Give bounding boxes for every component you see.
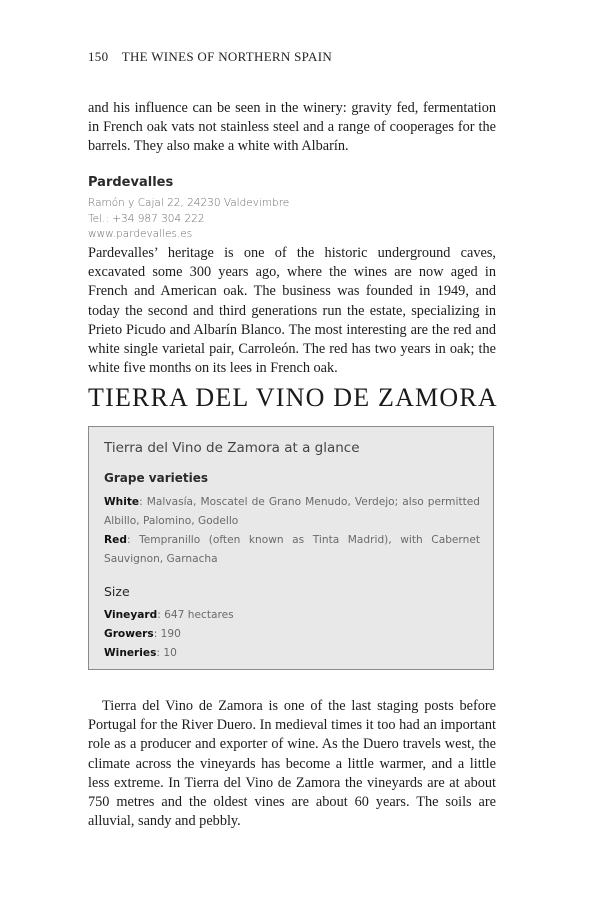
wineries-label: Wineries	[104, 647, 157, 659]
page-number: 150	[88, 49, 109, 64]
vineyard-value: : 647 hectares	[157, 609, 234, 621]
at-a-glance-box	[88, 426, 494, 670]
paragraph-tierra-intro: Tierra del Vino de Zamora is one of the last staging posts before Portugal for the River Duero. In medieval times it too had an important role as a producer and exporter of wine. As the Duero travels west, the climate across the vineyards has become a little warmer, and a little less extreme. In Tierra del Vino de Zamora the vineyards are at about 750 metres and the oldest vines are about 60 years. The soils are alluvial, sandy and pebbly.	[88, 698, 496, 830]
white-label: White	[104, 496, 140, 508]
section-title: TIERRA DEL VINO DE ZAMORA	[88, 383, 498, 412]
book-title: THE WINES OF NORTHERN SPAIN	[121, 49, 333, 64]
growers-label: Growers	[104, 628, 154, 640]
winery-contact	[88, 196, 289, 243]
paragraph-continuation: and his influence can be seen in the winery: gravity fed, fermentation in French oak vats not stainless steel and a range of cooperages for the barrels. They also make a white with Albarín.	[88, 100, 496, 155]
white-grapes-row	[104, 493, 480, 531]
vineyard-label: Vineyard	[104, 609, 158, 621]
red-grapes-row	[104, 531, 480, 569]
winery-website: www.pardevalles.es	[88, 228, 193, 240]
winery-phone: Tel.: +34 987 304 222	[88, 212, 205, 225]
growers-row	[104, 625, 480, 644]
wineries-row	[104, 644, 480, 663]
size-heading: Size	[104, 584, 130, 599]
red-label: Red	[104, 534, 127, 546]
growers-value: : 190	[153, 628, 181, 640]
grape-varieties-heading: Grape varieties	[104, 471, 208, 485]
vineyard-row	[104, 606, 480, 625]
winery-name: Pardevalles	[88, 175, 174, 190]
glance-box-title: Tierra del Vino de Zamora at a glance	[104, 440, 360, 456]
red-value: : Tempranillo (often known as Tinta Madrid), with Cabernet Sauvignon, Garnacha	[104, 534, 480, 565]
paragraph-pardevalles: Pardevalles’ heritage is one of the historic underground caves, excavated some 300 years ago, where the wines are now aged in French and American oak. The business was founded in 1949, and today the second and third generations run the estate, specializing in Prieto Picudo and Albarín Blanco. The most interesting are the red and white single varietal pair, Carroleón. The red has two years in oak; the white five months on its lees in French oak.	[88, 245, 496, 377]
white-value: : Malvasía, Moscatel de Grano Menudo, Verdejo; also permitted Albillo, Palomino, Godello	[104, 496, 480, 527]
wineries-value: : 10	[156, 647, 177, 659]
winery-address: Ramón y Cajal 22, 24230 Valdevimbre	[88, 197, 290, 209]
running-head	[88, 49, 332, 65]
